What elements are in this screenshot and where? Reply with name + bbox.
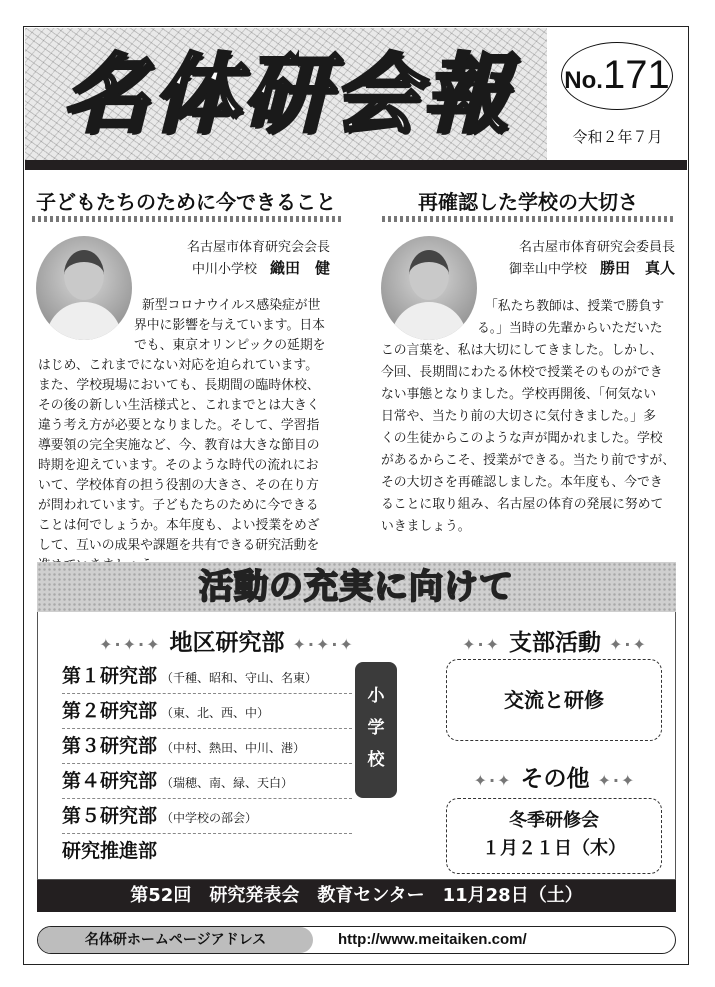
homepage-url-link[interactable]: http://www.meitaiken.com/: [338, 931, 527, 948]
left-byline: [140, 238, 330, 280]
text-line: 新型コロナウイルス感染症が世: [142, 298, 321, 313]
text-line: があるからこそ、授業ができる。当たり前ですが、: [381, 453, 676, 468]
activities-title: 活動の充実に向けて: [199, 567, 514, 607]
activities-header: [37, 562, 676, 612]
department-detail: （千種、昭和、守山、名東）: [161, 671, 318, 685]
department-detail: （中学校の部会）: [161, 811, 258, 825]
department-row: [62, 765, 352, 799]
department-detail: （東、北、西、中）: [161, 706, 270, 720]
department-row: [62, 800, 352, 834]
left-title-rule: [32, 216, 342, 222]
label-char: 小: [367, 686, 385, 706]
branch-section-title: [445, 624, 665, 657]
department-detail: （瑞穂、南、緑、天白）: [161, 776, 294, 790]
text-line: いて、学校体育の担う役割の大きさ、その在り方: [38, 478, 319, 493]
label-char: 学: [367, 718, 385, 738]
right-article-body: [381, 296, 677, 538]
department-row: [62, 660, 352, 694]
text-line: はじめ、これまでにない対応を迫られています。: [38, 358, 318, 373]
issue-number: 171: [602, 53, 670, 97]
text-line: が問われています。子どもたちのために今できる: [38, 498, 319, 513]
other-section-title: [445, 760, 665, 793]
other-title: その他: [520, 766, 590, 792]
text-line: でも、東京オリンピックの延期を: [134, 338, 326, 353]
diamond-ornament-icon: ✦·✦: [609, 635, 648, 654]
issue-date: 令和２年７月: [572, 128, 663, 146]
left-affiliation: 名古屋市体育研究会会長: [186, 240, 330, 255]
district-section-title: [62, 624, 392, 657]
issue-prefix: No.: [564, 67, 603, 94]
diamond-ornament-icon: ✦·✦: [597, 771, 637, 790]
header-strip: [25, 160, 687, 170]
text-line: 違う考え方が必要となりました。そして、学習指: [38, 418, 320, 433]
other-event-name: 冬季研修会: [509, 810, 599, 831]
left-article-body: [38, 296, 334, 576]
branch-box: [446, 659, 662, 741]
elementary-school-label: [355, 662, 397, 798]
right-title-rule: [382, 216, 676, 222]
other-event-date: １月２１日（木）: [482, 838, 626, 859]
homepage-label: 名体研ホームページアドレス: [38, 927, 313, 953]
right-school: 御幸山中学校: [508, 262, 587, 277]
department-name: 第４研究部: [62, 770, 158, 792]
text-line: ことは何でしょうか。本年度も、よい授業をめざ: [38, 518, 320, 533]
text-line: 日常や、当たり前の大切さに気付きました。」多: [381, 409, 656, 424]
diamond-ornament-icon: ✦·✦: [462, 635, 501, 654]
issue-box: [547, 28, 688, 160]
text-line: ることに取り組み、名古屋の体育の発展に努めて: [381, 497, 664, 512]
left-article-title: 子どもたちのために今できること: [36, 190, 336, 214]
presentation-event-bar: 第52回 研究発表会 教育センター 11月28日（土）: [37, 880, 676, 912]
other-box: [446, 798, 662, 874]
masthead: [25, 28, 548, 160]
right-author: 勝田 真人: [599, 259, 675, 277]
branch-title: 支部活動: [509, 630, 601, 656]
department-name: 第２研究部: [62, 700, 158, 722]
department-row: [62, 695, 352, 729]
left-author: 織田 健: [269, 259, 330, 277]
text-line: 導要領の完全実施など、今、教育は大きな節目の: [38, 438, 320, 453]
branch-content: 交流と研修: [504, 688, 604, 712]
department-name: 研究推進部: [62, 840, 158, 862]
department-row: [62, 835, 352, 868]
newsletter-title: 名体研会報: [62, 45, 513, 145]
text-line: その後の新しい生活様式と、これまでとは大きく: [38, 398, 320, 413]
diamond-ornament-icon: ✦·✦·✦: [292, 635, 355, 654]
text-line: また、学校現場においても、長期間の臨時休校、: [38, 378, 320, 393]
homepage-address-bar: [37, 926, 676, 954]
left-school: 中川小学校: [191, 262, 257, 277]
department-name: 第５研究部: [62, 805, 158, 827]
text-line: 時期を迎えています。そのような時代の流れにお: [38, 458, 319, 473]
diamond-ornament-icon: ✦·✦·✦: [99, 635, 162, 654]
text-line: この言葉を、私は大切にしてきました。しかし、: [381, 343, 663, 358]
text-line: くの生徒からこのような声が聞かれました。学校: [381, 431, 663, 446]
label-char: 校: [367, 750, 385, 770]
text-line: 今回、長期間にわたる休校で授業そのものができ: [381, 365, 663, 380]
diamond-ornament-icon: ✦·✦: [473, 771, 513, 790]
department-row: [62, 730, 352, 764]
department-detail: （中村、熱田、中川、港）: [161, 741, 306, 755]
department-name: 第１研究部: [62, 665, 158, 687]
issue-number-oval: [561, 42, 673, 110]
text-line: 界中に影響を与えています。日本: [134, 318, 325, 333]
text-line: して、互いの成果や課題を共有できる研究活動を: [38, 538, 320, 553]
right-affiliation: 名古屋市体育研究会委員長: [518, 240, 675, 255]
right-byline: [480, 238, 675, 280]
text-line: ない事態となりました。学校再開後、「何気ない: [381, 387, 657, 402]
right-article-title: 再確認した学校の大切さ: [418, 190, 638, 214]
text-line: その大切さを再確認しました。本年度も、今でき: [381, 475, 663, 490]
department-name: 第３研究部: [62, 735, 158, 757]
text-line: 「私たち教師は、授業で勝負す: [485, 299, 665, 314]
text-line: る。」当時の先輩からいただいた: [477, 321, 663, 336]
text-line: いきましょう。: [381, 519, 471, 534]
district-title: 地区研究部: [169, 630, 285, 656]
